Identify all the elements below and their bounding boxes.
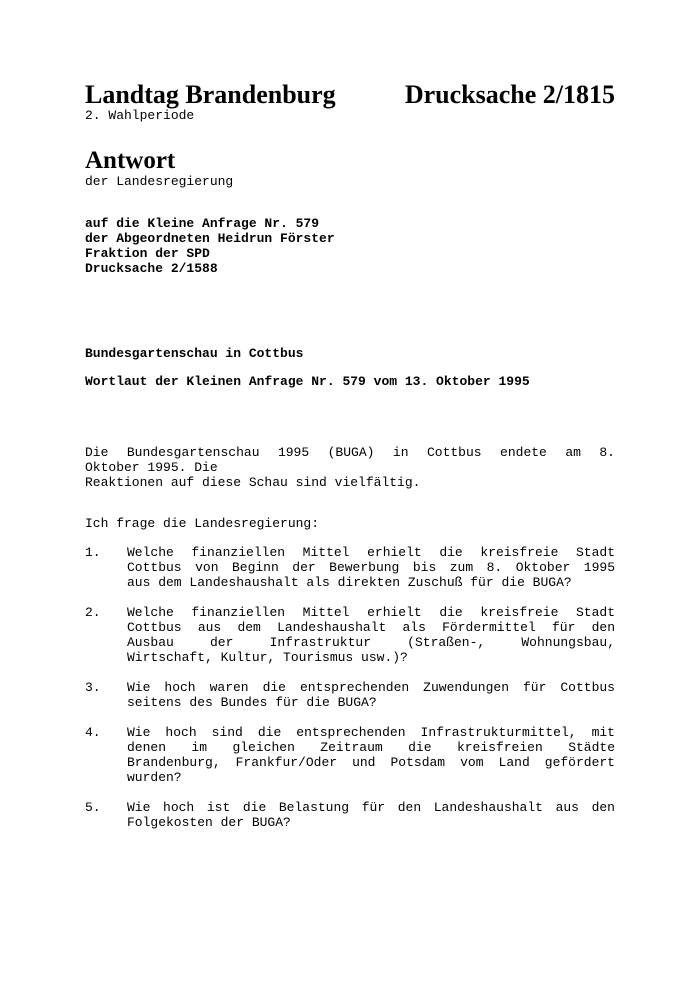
- question-line: Cottbus aus dem Landeshaushalt als Fördermittel für den: [127, 620, 615, 635]
- question-line: Folgekosten der BUGA?: [127, 815, 291, 830]
- intro-line: Oktober 1995. Die: [85, 460, 218, 475]
- question-line: Cottbus von Beginn der Bewerbung bis zum 8. Oktober 1995: [127, 560, 615, 575]
- reference-line: Drucksache 2/1588: [85, 261, 218, 276]
- question-number: 5.: [85, 800, 101, 815]
- question-line: Wirtschaft, Kultur, Tourismus usw.)?: [127, 650, 408, 665]
- question-line: seitens des Bundes für die BUGA?: [127, 695, 377, 710]
- question-item: [85, 725, 615, 785]
- parliament-title: Landtag Brandenburg: [85, 80, 336, 109]
- question-item: [85, 605, 615, 665]
- question-line: Wie hoch sind die entsprechenden Infrastrukturmittel, mit: [127, 725, 615, 740]
- intro-line: Reaktionen auf diese Schau sind vielfältig.: [85, 475, 421, 490]
- question-line: Brandenburg, Frankfur/Oder und Potsdam vom Land gefördert: [127, 755, 615, 770]
- question-number: 1.: [85, 545, 101, 560]
- question-line: denen im gleichen Zeitraum die kreisfreien Städte: [127, 740, 615, 755]
- reference-line: der Abgeordneten Heidrun Förster: [85, 231, 335, 246]
- wortlaut-heading: Wortlaut der Kleinen Anfrage Nr. 579 vom 13. Oktober 1995: [85, 374, 530, 389]
- question-line: Ausbau der Infrastruktur (Straßen-, Wohnungsbau,: [127, 635, 615, 650]
- question-line: wurden?: [127, 770, 182, 785]
- question-text: [127, 800, 615, 830]
- question-line: aus dem Landeshaushalt als direkten Zuschuß für die BUGA?: [127, 575, 572, 590]
- question-text: [127, 605, 615, 665]
- question-number: 4.: [85, 725, 101, 740]
- reference-line: auf die Kleine Anfrage Nr. 579: [85, 216, 320, 231]
- question-list: [85, 545, 615, 845]
- subject-heading: Bundesgartenschau in Cottbus: [85, 346, 304, 361]
- question-line: Welche finanziellen Mittel erhielt die kreisfreie Stadt: [127, 545, 615, 560]
- question-lead: Ich frage die Landesregierung:: [85, 516, 320, 531]
- answer-source: der Landesregierung: [85, 174, 234, 189]
- question-line: Wie hoch waren die entsprechenden Zuwendungen für Cottbus: [127, 680, 615, 695]
- document-number: Drucksache 2/1815: [404, 80, 615, 109]
- legislative-period: 2. Wahlperiode: [85, 108, 195, 123]
- question-text: [127, 725, 615, 785]
- intro-paragraph: [85, 445, 615, 490]
- question-line: Wie hoch ist die Belastung für den Landeshaushalt aus den: [127, 800, 615, 815]
- question-item: [85, 800, 615, 830]
- question-text: [127, 545, 615, 590]
- reference-line: Fraktion der SPD: [85, 246, 210, 261]
- question-item: [85, 680, 615, 710]
- intro-line: Die Bundesgartenschau 1995 (BUGA) in Cottbus endete am 8.: [85, 445, 615, 460]
- reference-block: [85, 216, 335, 276]
- answer-title: Antwort: [85, 147, 176, 174]
- question-text: [127, 680, 615, 710]
- question-number: 3.: [85, 680, 101, 695]
- question-item: [85, 545, 615, 590]
- question-number: 2.: [85, 605, 101, 620]
- question-line: Welche finanziellen Mittel erhielt die kreisfreie Stadt: [127, 605, 615, 620]
